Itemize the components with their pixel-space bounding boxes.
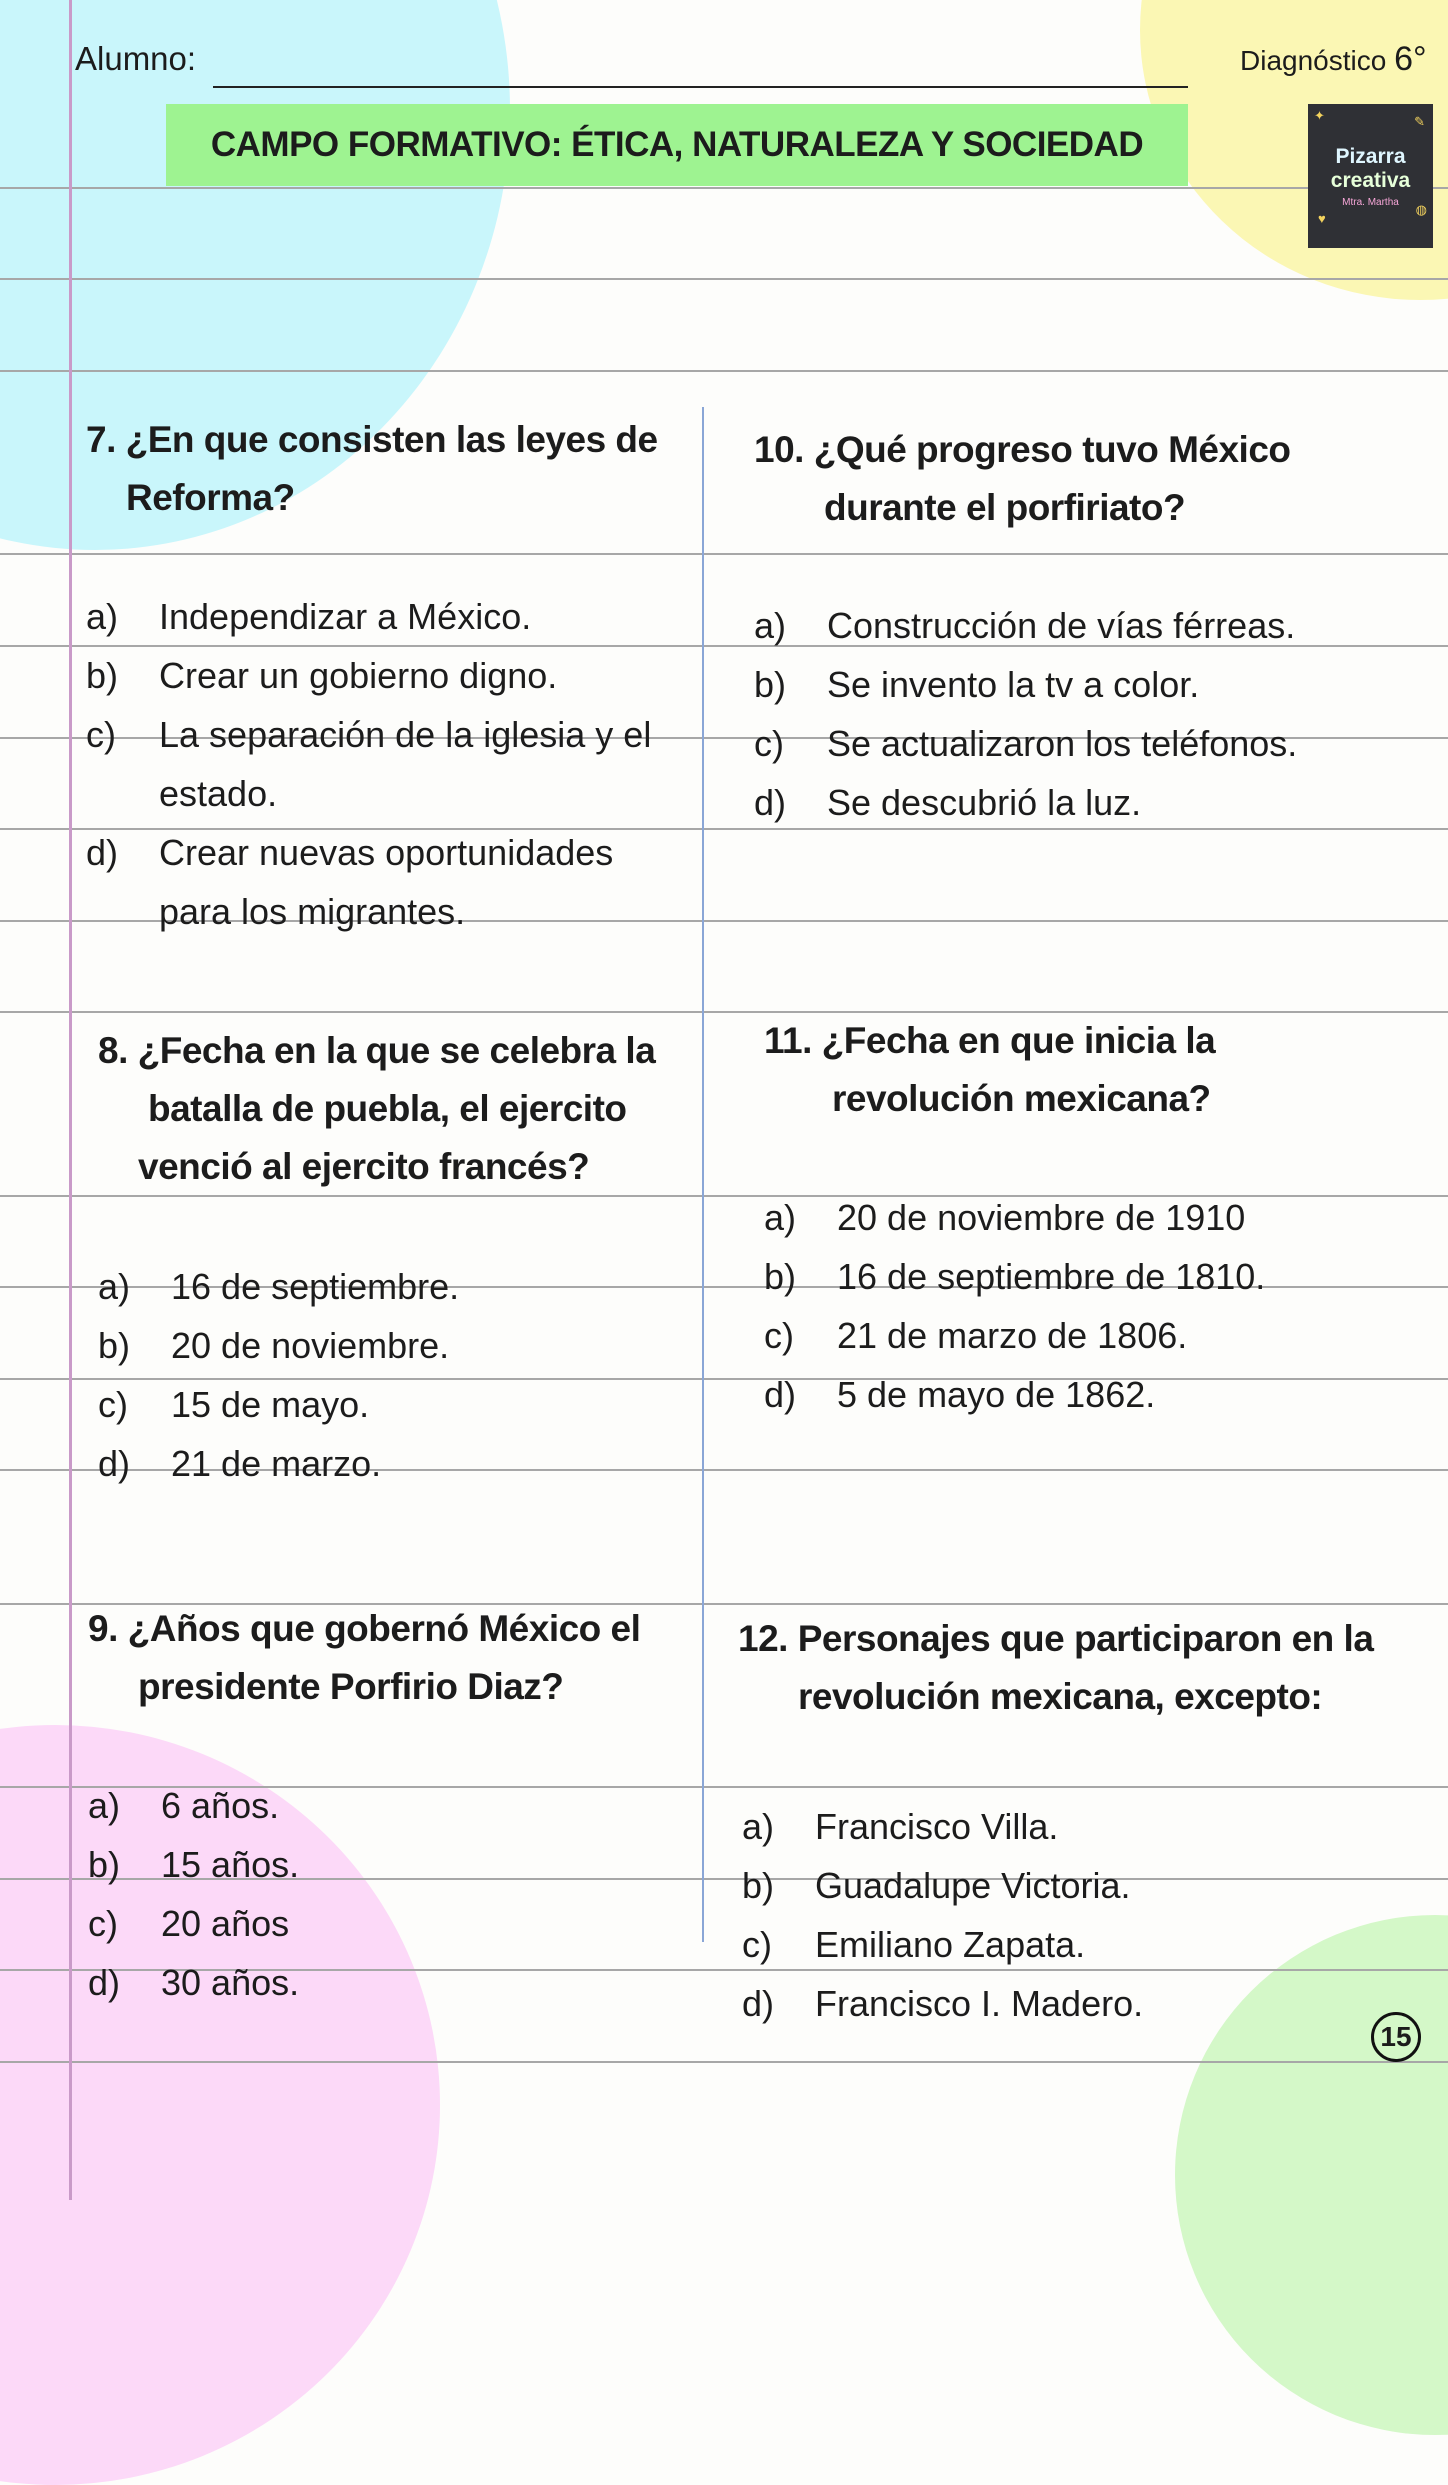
- ruled-line: [0, 278, 1448, 280]
- question-line: presidente Porfirio Diaz?: [138, 1666, 564, 1707]
- option-8a[interactable]: a) 16 de septiembre.: [98, 1266, 460, 1307]
- ruled-line: [0, 553, 1448, 555]
- option-12d[interactable]: d) Francisco I. Madero.: [742, 1983, 1144, 2024]
- logo-line2: creativa: [1330, 168, 1411, 192]
- heart-icon: ♥: [1318, 211, 1326, 226]
- question-line: revolución mexicana?: [832, 1078, 1211, 1119]
- question-line: venció al ejercito francés?: [138, 1146, 590, 1187]
- ruled-line: [0, 370, 1448, 372]
- question-12: [738, 1610, 1373, 1726]
- page-number: 15: [1371, 2012, 1421, 2062]
- question-line: 10. ¿Qué progreso tuvo México: [754, 429, 1291, 470]
- option-9b[interactable]: b) 15 años.: [88, 1844, 300, 1885]
- question-line: 9. ¿Años que gobernó México el: [88, 1608, 641, 1649]
- option-11d[interactable]: d) 5 de mayo de 1862.: [764, 1374, 1156, 1415]
- question-line: Reforma?: [126, 477, 295, 518]
- ruled-line: [0, 187, 1448, 189]
- option-11b[interactable]: b) 16 de septiembre de 1810.: [764, 1256, 1266, 1297]
- grade-text: 6°: [1394, 40, 1427, 78]
- subject-banner: CAMPO FORMATIVO: ÉTICA, NATURALEZA Y SOCIEDAD: [166, 104, 1188, 186]
- question-line: batalla de puebla, el ejercito: [148, 1088, 627, 1129]
- question-7-options: [86, 587, 686, 941]
- ruled-line: [0, 2061, 1448, 2063]
- logo-line1: Pizarra: [1335, 144, 1406, 168]
- column-divider: [702, 407, 704, 1942]
- question-11-options: [764, 1188, 1404, 1424]
- question-9: [88, 1600, 640, 1716]
- question-line: durante el porfiriato?: [824, 487, 1186, 528]
- option-10a[interactable]: a) Construcción de vías férreas.: [754, 605, 1296, 646]
- question-9-options: [88, 1776, 668, 2012]
- option-10b[interactable]: b) Se invento la tv a color.: [754, 664, 1200, 705]
- option-12b[interactable]: b) Guadalupe Victoria.: [742, 1865, 1131, 1906]
- option-10d[interactable]: d) Se descubrió la luz.: [754, 782, 1142, 823]
- question-8: [98, 1022, 655, 1196]
- option-9c[interactable]: c) 20 años: [88, 1903, 290, 1944]
- option-11a[interactable]: a) 20 de noviembre de 1910: [764, 1197, 1246, 1238]
- pencil-icon: ✎: [1414, 114, 1425, 129]
- logo-signature: Mtra. Martha: [1342, 196, 1399, 208]
- question-7: [86, 411, 658, 527]
- option-7d[interactable]: d) Crear nuevas oportunidades para los migrantes.: [86, 832, 614, 932]
- question-line: 8. ¿Fecha en la que se celebra la: [98, 1030, 656, 1071]
- option-12a[interactable]: a) Francisco Villa.: [742, 1806, 1059, 1847]
- diagnostic-text: Diagnóstico: [1240, 45, 1387, 76]
- option-7b[interactable]: b) Crear un gobierno digno.: [86, 655, 558, 696]
- question-11: [764, 1012, 1215, 1128]
- option-8b[interactable]: b) 20 de noviembre.: [98, 1325, 450, 1366]
- question-line: 11. ¿Fecha en que inicia la: [764, 1020, 1216, 1061]
- question-8-options: [98, 1257, 678, 1493]
- margin-line: [69, 0, 72, 2200]
- option-11c[interactable]: c) 21 de marzo de 1806.: [764, 1315, 1188, 1356]
- option-9d[interactable]: d) 30 años.: [88, 1962, 300, 2003]
- star-icon: ✦: [1314, 108, 1325, 123]
- question-12-options: [742, 1797, 1362, 2033]
- option-10c[interactable]: c) Se actualizaron los teléfonos.: [754, 723, 1298, 764]
- question-line: revolución mexicana, excepto:: [798, 1676, 1323, 1717]
- option-8c[interactable]: c) 15 de mayo.: [98, 1384, 370, 1425]
- student-name-label: Alumno:: [75, 40, 197, 77]
- option-12c[interactable]: c) Emiliano Zapata.: [742, 1924, 1086, 1965]
- question-10-options: [754, 596, 1394, 832]
- student-name-field[interactable]: [213, 86, 1188, 88]
- question-line: 7. ¿En que consisten las leyes de: [86, 419, 658, 460]
- ruled-line: [0, 1011, 1448, 1013]
- question-10: [754, 421, 1291, 537]
- question-line: 12. Personajes que participaron en la: [738, 1618, 1374, 1659]
- pizarra-creativa-logo: [1308, 104, 1433, 248]
- option-7a[interactable]: a) Independizar a México.: [86, 596, 532, 637]
- option-9a[interactable]: a) 6 años.: [88, 1785, 280, 1826]
- option-7c[interactable]: c) La separación de la iglesia y el estado.: [86, 714, 652, 814]
- option-8d[interactable]: d) 21 de marzo.: [98, 1443, 382, 1484]
- diagnostic-label: [1240, 40, 1427, 79]
- globe-icon: ◍: [1415, 202, 1427, 217]
